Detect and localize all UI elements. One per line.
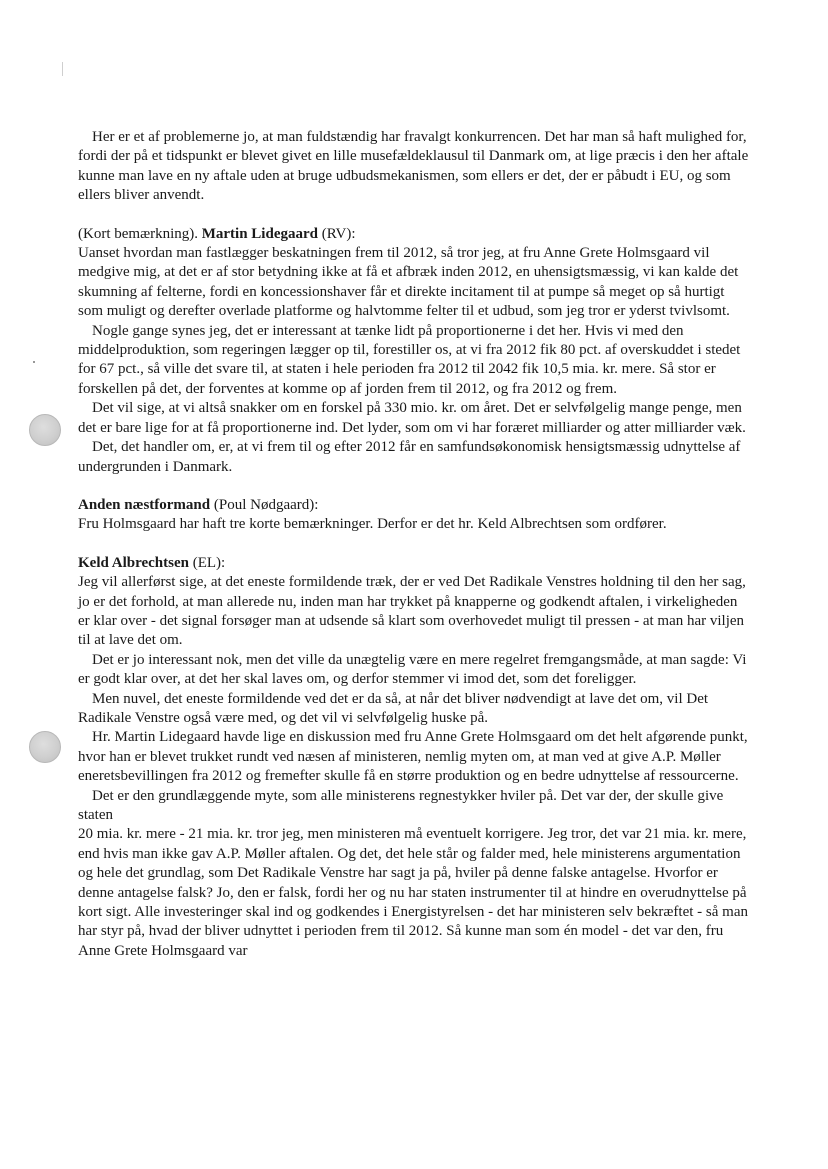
body-paragraph: Det er den grundlæggende myte, som alle ministerens regnestykker hviler på. Det var der, der skulle give staten [78, 787, 724, 823]
punch-hole-upper [29, 414, 61, 446]
body-paragraph: 20 mia. kr. mere - 21 mia. kr. tror jeg, men ministeren må eventuelt korrigere. Jeg tror, det var 21 mia. kr. mere, end hvis man ikke gav A.P. Møller aftalen. Og det, det hele står og falder med, hele ministerens argumentation og hele det grundlag, som Det Radikale Venstre har sagt ja på, hviler på denne falske antagelse. Hvorfor er denne antagelse falsk? Jo, den er falsk, fordi her og nu har staten instrumenter til at hindre en overudnyttelse på kort sigt. Alle investeringer skal ind og godkendes i Energistyrelsen - det har ministeren selv bekræftet - så man har styr på, hvad der bliver udnyttet i perioden frem til 2012. Så kunne man som én model - det var den, fru Anne Grete Holmsgaard var [78, 826, 748, 959]
body-paragraph: Det vil sige, at vi altså snakker om en forskel på 330 mio. kr. om året. Det er selvfølgelig mange penge, men det er bare lige for at få proportionerne ind. Det lyder, som om vi har foræret milliarder og atter milliarder væk. [78, 400, 746, 436]
body-paragraph: Det er jo interessant nok, men det ville da unægtelig være en mere regelret fremgangsmåde, at man sagde: Vi er godt klar over, at det her skal laves om, og derfor stemmer vi imod det, som det foreligger. [78, 651, 747, 688]
document-text [78, 128, 750, 961]
body-paragraph: Hr. Martin Lidegaard havde lige en diskussion med fru Anne Grete Holmsgaard om det helt afgørende punkt, hvor han er blevet trukket rundt ved næsen af ministeren, nemlig myten om, at man ved at give A.P. Møller eneretsbevillingen fra 2012 og fremefter skulle få en større produktion og en bedre udnyttelse af ressourcerne. [78, 729, 748, 785]
body-paragraph: Uanset hvordan man fastlægger beskatningen frem til 2012, så tror jeg, at fru Anne Grete Holmsgaard vil medgive mig, at det er af stor betydning ikke at få et afbræk inden 2012, en uhensigtsmæssig, vi kan kalde det skumning af felterne, fordi en koncessionshaver får et direkte incitament til at pumpe så meget op så hurtigt som muligt og derefter overlade platforme og halvtomme felter til et udbud, som jeg tror er yderst tvivlsomt. [78, 245, 739, 320]
paragraph-gap [78, 206, 750, 225]
body-paragraph: Her er et af problemerne jo, at man fuldstændig har fravalgt konkurrencen. Det har man så haft mulighed for, fordi der på et tidspunkt er blevet givet en lille musefældeklausul til Danmark om, at lige præcis i den her aftale kunne man lave en ny aftale uden at bruge udbudsmekanismen, som ellers er det, der er påbudt i EU, og som ellers bliver anvendt. [78, 129, 749, 204]
body-paragraph: Men nuvel, det eneste formildende ved det er da så, at når det bliver nødvendigt at lave det om, vil Det Radikale Venstre også være med, og det vil vi selvfølgelig huske på. [78, 690, 709, 726]
speaker-affiliation: (EL): [188, 554, 226, 571]
body-paragraph: Det, det handler om, er, at vi frem til og efter 2012 får en samfundsøkonomisk hensigtsmæssig udnyttelse af undergrunden i Danmark. [78, 439, 741, 475]
body-paragraph: Nogle gange synes jeg, det er interessant at tænke lidt på proportionerne i det her. Hvis vi med den middelproduktion, som regeringen lægger op til, forestiller os, at vi fra 2012 fik 80 pct. af overskuddet i stedet for 67 pct., så ville det svare til, at staten i hele perioden fra 2012 til 2042 fik 10,5 mia. kr. mere. Så stor er forskellen på det, der forventes at komme op af jorden frem til 2012, og fra 2012 og frem. [78, 322, 741, 397]
speaker-affiliation: (Poul Nødgaard): [210, 496, 319, 513]
speaker-line [78, 225, 750, 244]
speaker-line [78, 554, 750, 573]
scan-margin-mark [62, 62, 63, 76]
speaker-name: Martin Lidegaard [201, 225, 318, 242]
paragraph-gap [78, 477, 750, 496]
body-paragraph: Fru Holmsgaard har haft tre korte bemærkninger. Derfor er det hr. Keld Albrechtsen som ordfører. [78, 516, 667, 533]
body-paragraph: Jeg vil allerførst sige, at det eneste formildende træk, der er ved Det Radikale Venstres holdning til den her sag, jo er det forhold, at man allerede nu, inden man har trykket på knapperne og godkendt aftalen, i virkeligheden er klar over - det signal forsøger man at udsende så klart som overhovedet muligt til pressen - at man har viljen til at lave det om. [78, 574, 746, 649]
speaker-name: Keld Albrechtsen [78, 554, 189, 571]
speaker-prefix: (Kort bemærkning). [78, 225, 202, 242]
scan-speck [33, 361, 35, 363]
paragraph-gap [78, 535, 750, 554]
speaker-name: Anden næstformand [78, 496, 211, 513]
speaker-affiliation: (RV): [317, 225, 356, 242]
speaker-line [78, 496, 750, 515]
punch-hole-lower [29, 731, 61, 763]
